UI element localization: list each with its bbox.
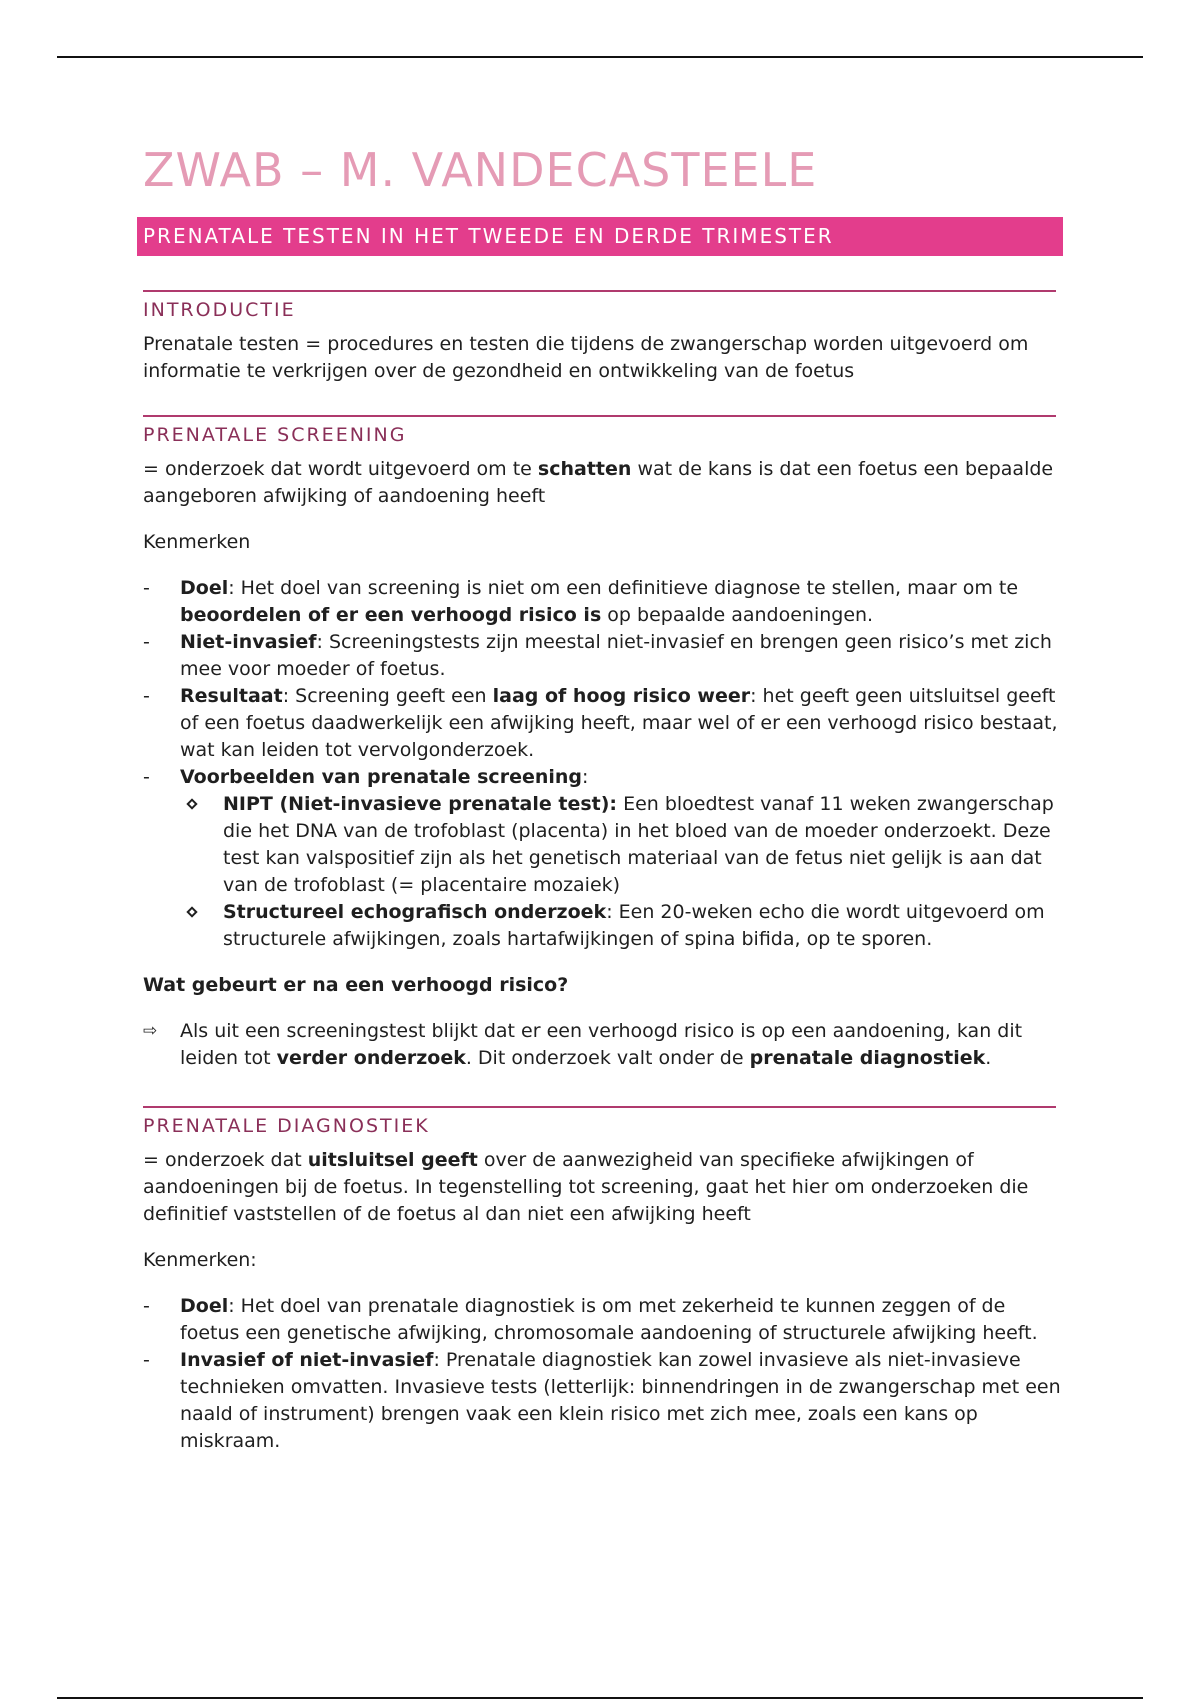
section-heading-introductie: INTRODUCTIE xyxy=(143,290,1056,323)
section-heading-diagnostiek: PRENATALE DIAGNOSTIEK xyxy=(143,1106,1056,1139)
list-item: - Niet-invasief: Screeningstests zijn meestal niet-invasief en brengen geen risico’s met zich mee voor moeder of foetus. xyxy=(143,631,1052,680)
top-rule xyxy=(57,56,1143,58)
diagnostiek-list xyxy=(143,1293,1063,1455)
screening-kenmerken-label: Kenmerken xyxy=(143,531,251,553)
screening-definition: = onderzoek dat wordt uitgevoerd om te schatten wat de kans is dat een foetus een bepaalde aangeboren afwijking of aandoening heeft xyxy=(143,458,1054,507)
dash-bullet: - xyxy=(143,1349,150,1371)
dash-bullet: - xyxy=(143,685,150,707)
intro-paragraph: Prenatale testen = procedures en testen die tijdens de zwangerschap worden uitgevoerd om informatie te verkrijgen over de gezondheid en ontwikkeling van de foetus xyxy=(143,333,1029,382)
dash-bullet: - xyxy=(143,631,150,653)
list-item: - Resultaat: Screening geeft een laag of hoog risico weer: het geeft geen uitsluitsel geeft of een foetus daadwerkelijk een afwijking heeft, maar wel of er een verhoogd risico bestaat, wat kan leiden tot vervolgonderzoek. xyxy=(143,685,1058,761)
dash-bullet: - xyxy=(143,766,150,788)
dash-bullet: - xyxy=(143,577,150,599)
document-title: ZWAB – M. VANDECASTEELE xyxy=(143,143,818,197)
bottom-rule xyxy=(57,1697,1143,1699)
diagnostiek-definition: = onderzoek dat uitsluitsel geeft over de aanwezigheid van specifieke afwijkingen of aandoeningen bij de foetus. In tegenstelling tot screening, gaat het hier om onderzoeken die definitief vaststellen of de foetus al dan niet een afwijking heeft xyxy=(143,1149,1029,1225)
diamond-bullet-icon xyxy=(186,906,197,917)
list-item: - Doel: Het doel van prenatale diagnostiek is om met zekerheid te kunnen zeggen of de foetus een genetische afwijking, chromosomale aandoening of structurele afwijking heeft. xyxy=(143,1295,1038,1344)
list-item: - Invasief of niet-invasief: Prenatale diagnostiek kan zowel invasieve als niet-invasieve technieken omvatten. Invasieve tests (letterlijk: binnendringen in de zwangerschap met een naald of instrument) brengen vaak een klein risico met zich mee, zoals een kans op miskraam. xyxy=(143,1349,1061,1452)
list-item: - Voorbeelden van prenatale screening: NIPT (Niet-invasieve prenatale test): Een bloedtest vanaf 11 weken zwangerschap die het DNA van de trofoblast (placenta) in het bloed van de moeder onderzoekt. Deze test kan valspositief zijn als het genetisch materiaal van de fetus niet gelijk is aan dat van de trofoblast (= placentaire mozaiek) Structureel echografisch onderzoek: Een 20-weken echo die wordt uitgevoerd om structurele afwijkingen, zoals hartafwijkingen of spina bifida, op te sporen. xyxy=(143,764,1063,953)
arrow-right-icon: ⇨ xyxy=(143,1021,158,1041)
list-item: - Doel: Het doel van screening is niet om een definitieve diagnose te stellen, maar om te beoordelen of er een verhoogd risico is op bepaalde aandoeningen. xyxy=(143,577,1019,626)
list-item: NIPT (Niet-invasieve prenatale test): Een bloedtest vanaf 11 weken zwangerschap die het DNA van de trofoblast (placenta) in het bloed van de moeder onderzoekt. Deze test kan valspositief zijn als het genetisch materiaal van de fetus niet gelijk is aan dat van de trofoblast (= placentaire mozaiek) xyxy=(180,791,1063,899)
question-heading: Wat gebeurt er na een verhoogd risico? xyxy=(143,974,569,996)
diagnostiek-kenmerken-label: Kenmerken: xyxy=(143,1249,257,1271)
list-item: Structureel echografisch onderzoek: Een 20-weken echo die wordt uitgevoerd om structurele afwijkingen, zoals hartafwijkingen of spina bifida, op te sporen. xyxy=(180,899,1063,953)
section-heading-screening: PRENATALE SCREENING xyxy=(143,415,1056,448)
dash-bullet: - xyxy=(143,1295,150,1317)
answer-item: ⇨ Als uit een screeningstest blijkt dat er een verhoogd risico is op een aandoening, kan dit leiden tot verder onderzoek. Dit onderzoek valt onder de prenatale diagnostiek. xyxy=(143,1020,1023,1069)
chapter-banner: PRENATALE TESTEN IN HET TWEEDE EN DERDE TRIMESTER xyxy=(137,217,1063,256)
diamond-bullet-icon xyxy=(186,798,197,809)
screening-list xyxy=(143,575,1063,953)
examples-sublist xyxy=(180,791,1063,953)
document-page xyxy=(143,138,1063,1455)
